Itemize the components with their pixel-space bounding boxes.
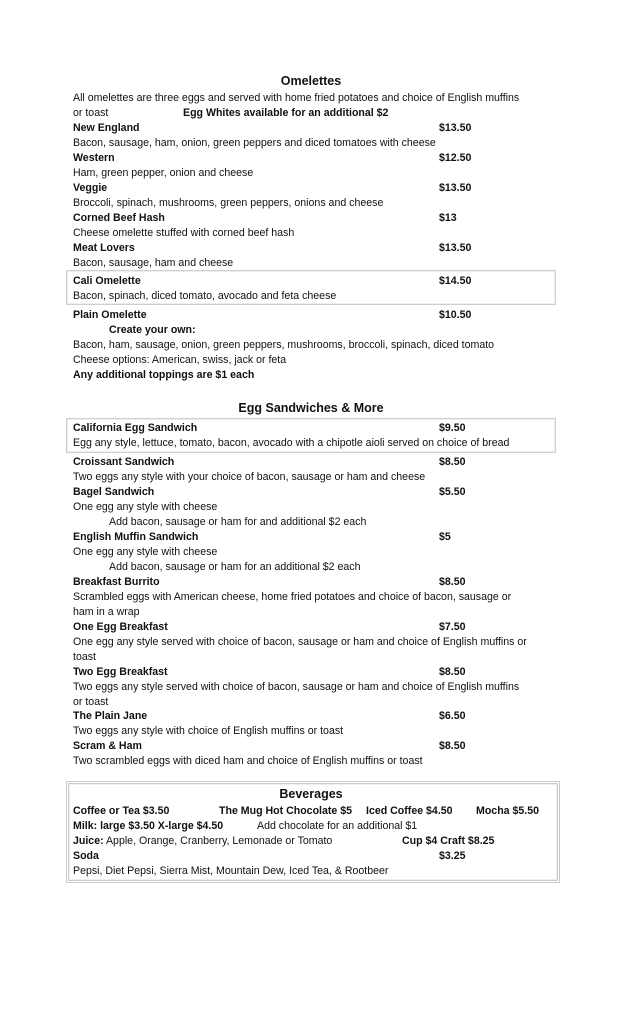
item-price-breakfast-burrito: $8.50 — [439, 576, 466, 588]
item-desc-meat-lovers: Bacon, sausage, ham and cheese — [73, 257, 234, 269]
bev-juice-sizes: Cup $4 Craft $8.25 — [402, 835, 495, 847]
item-name-two-egg-breakfast: Two Egg Breakfast — [73, 666, 168, 678]
item-desc-the-plain-jane: Two eggs any style with choice of English muffins or toast — [73, 725, 344, 737]
item-price-veggie: $13.50 — [439, 182, 472, 194]
item-name-english-muffin-sandwich: English Muffin Sandwich — [73, 531, 199, 543]
item-desc-english-muffin-sandwich: One egg any style with cheese — [73, 546, 218, 558]
item-desc-new-england: Bacon, sausage, ham, onion, green peppers and diced tomatoes with cheese — [73, 137, 436, 149]
item-name-corned-beef-hash: Corned Beef Hash — [73, 212, 165, 224]
item-desc-two-egg-breakfast: Two eggs any style served with choice of bacon, sausage or ham and choice of English muffins — [73, 681, 520, 693]
item-name-croissant-sandwich: Croissant Sandwich — [73, 456, 175, 468]
item-price-meat-lovers: $13.50 — [439, 242, 472, 254]
bev-soda-price: $3.25 — [439, 850, 466, 862]
item-desc-california-egg-sandwich: Egg any style, lettuce, tomato, bacon, avocado with a chipotle aioli served on choice of bread — [73, 437, 510, 449]
item-desc-cali-omelette: Bacon, spinach, diced tomato, avocado and feta cheese — [73, 290, 337, 302]
item-price-corned-beef-hash: $13 — [439, 212, 457, 224]
item-desc-breakfast-burrito-cont: ham in a wrap — [73, 606, 140, 618]
item-desc-one-egg-breakfast-cont: toast — [73, 651, 96, 663]
item-desc-western: Ham, green pepper, onion and cheese — [73, 167, 254, 179]
item-name-california-egg-sandwich: California Egg Sandwich — [73, 422, 198, 434]
bev-juice-label: Juice: — [73, 835, 104, 847]
bev-soda-list: Pepsi, Diet Pepsi, Sierra Mist, Mountain Dew, Iced Tea, & Rootbeer — [73, 865, 389, 877]
item-price-croissant-sandwich: $8.50 — [439, 456, 466, 468]
bev-hot-chocolate: The Mug Hot Chocolate $5 — [219, 805, 353, 817]
bev-milk: Milk: large $3.50 X-large $4.50 — [73, 820, 224, 832]
item-price-scram-ham: $8.50 — [439, 740, 466, 752]
item-price-cali-omelette: $14.50 — [439, 275, 472, 287]
sandwiches-title: Egg Sandwiches & More — [238, 401, 384, 415]
item-name-bagel-sandwich: Bagel Sandwich — [73, 486, 155, 498]
item-price-california-egg-sandwich: $9.50 — [439, 422, 466, 434]
item-name-scram-ham: Scram & Ham — [73, 740, 142, 752]
bev-juice-list: Apple, Orange, Cranberry, Lemonade or Tomato — [105, 835, 333, 847]
item-price-western: $12.50 — [439, 152, 472, 164]
item-desc-corned-beef-hash: Cheese omelette stuffed with corned beef hash — [73, 227, 295, 239]
item-name-cali-omelette: Cali Omelette — [73, 275, 141, 287]
bev-juice-row — [73, 834, 332, 849]
item-desc-breakfast-burrito: Scrambled eggs with American cheese, home fried potatoes and choice of bacon, sausage or — [73, 591, 512, 603]
item-name-breakfast-burrito: Breakfast Burrito — [73, 576, 160, 588]
item-price-new-england: $13.50 — [439, 122, 472, 134]
omelettes-intro: All omelettes are three eggs and served with home fried potatoes and choice of English muffins — [73, 92, 520, 104]
item-desc-two-egg-breakfast-cont: or toast — [73, 696, 109, 708]
bev-coffee-tea: Coffee or Tea $3.50 — [73, 805, 170, 817]
item-desc-scram-ham: Two scrambled eggs with diced ham and choice of English muffins or toast — [73, 755, 423, 767]
additional-toppings: Any additional toppings are $1 each — [73, 369, 255, 381]
item-name-the-plain-jane: The Plain Jane — [73, 710, 148, 722]
bev-mocha: Mocha $5.50 — [476, 805, 540, 817]
item-name-plain-omelette: Plain Omelette — [73, 309, 147, 321]
item-price-english-muffin-sandwich: $5 — [439, 531, 451, 543]
bev-add-chocolate: Add chocolate for an additional $1 — [257, 820, 418, 832]
create-your-own: Create your own: — [109, 324, 196, 336]
omelettes-intro-cont: or toast — [73, 107, 109, 119]
omelettes-title: Omelettes — [280, 74, 342, 88]
bev-iced-coffee: Iced Coffee $4.50 — [366, 805, 453, 817]
item-price-bagel-sandwich: $5.50 — [439, 486, 466, 498]
item-desc-bagel-sandwich: One egg any style with cheese — [73, 501, 218, 513]
item-desc-veggie: Broccoli, spinach, mushrooms, green peppers, onions and cheese — [73, 197, 384, 209]
item-price-two-egg-breakfast: $8.50 — [439, 666, 466, 678]
bev-soda-label: Soda — [73, 850, 99, 862]
item-price-one-egg-breakfast: $7.50 — [439, 621, 466, 633]
item-desc-croissant-sandwich: Two eggs any style with your choice of bacon, sausage or ham and cheese — [73, 471, 426, 483]
item-addon-english-muffin-sandwich: Add bacon, sausage or ham for an additional $2 each — [109, 561, 361, 573]
cheese-options: Cheese options: American, swiss, jack or feta — [73, 354, 287, 366]
item-addon-bagel-sandwich: Add bacon, sausage or ham for and additional $2 each — [109, 516, 367, 528]
item-name-meat-lovers: Meat Lovers — [73, 242, 135, 254]
item-price-the-plain-jane: $6.50 — [439, 710, 466, 722]
item-price-plain-omelette: $10.50 — [439, 309, 472, 321]
item-name-western: Western — [73, 152, 115, 164]
egg-whites-note: Egg Whites available for an additional $2 — [183, 107, 389, 119]
item-name-veggie: Veggie — [73, 182, 108, 194]
beverages-title: Beverages — [279, 787, 343, 801]
item-desc-one-egg-breakfast: One egg any style served with choice of bacon, sausage or ham and choice of English muffins or — [73, 636, 527, 648]
item-name-one-egg-breakfast: One Egg Breakfast — [73, 621, 168, 633]
toppings-list: Bacon, ham, sausage, onion, green peppers, mushrooms, broccoli, spinach, diced tomato — [73, 339, 495, 351]
item-name-new-england: New England — [73, 122, 140, 134]
